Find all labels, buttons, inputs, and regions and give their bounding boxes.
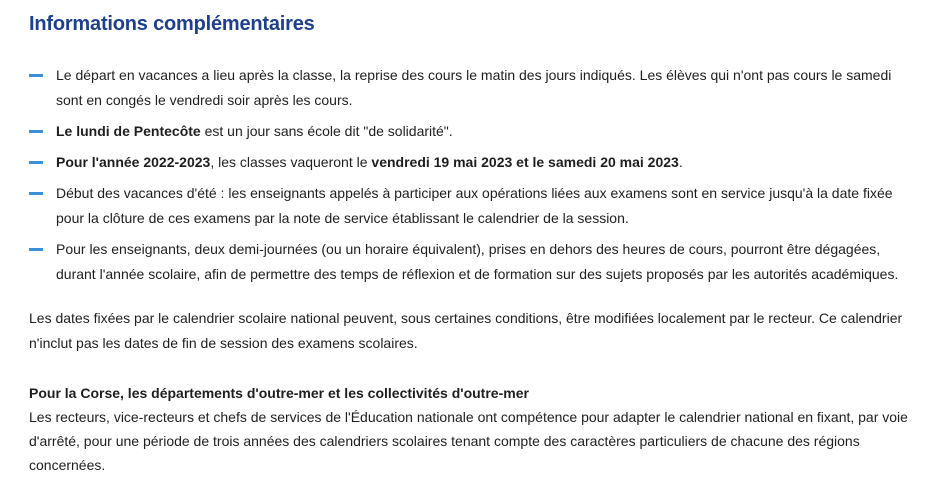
overseas-paragraph: Les recteurs, vice-recteurs et chefs de services de l'Éducation nationale ont compétence pour adapter le calendrier national en fixant, par voie d'arrêté, pour une période de trois années des calendriers scolaires tenant compte des caractères particuliers de chacune des régions concernées. [29,409,908,473]
section-title: Informations complémentaires [29,13,315,35]
list-item [29,237,909,287]
dash-bullet-icon [29,192,43,195]
list-item-bold-text: Le lundi de Pentecôte [56,123,201,139]
info-list [29,63,909,287]
list-item [29,150,909,175]
list-item [29,63,909,113]
dash-bullet-icon [29,74,43,77]
list-item-text: Pour les enseignants, deux demi-journées (ou un horaire équivalent), prises en dehors des heures de cours, pourront être dégagées, durant l'année scolaire, afin de permettre des temps de réflexion et de formation sur des sujets proposés par les autorités académiques. [56,241,899,282]
content-section [29,0,909,477]
dash-bullet-icon [29,248,43,251]
dash-bullet-icon [29,161,43,164]
list-item-text: Le départ en vacances a lieu après la classe, la reprise des cours le matin des jours indiqués. Les élèves qui n'ont pas cours le samedi sont en congés le vendredi soir après les cours. [56,67,892,108]
list-item-text: . [678,154,683,170]
calendar-note-paragraph: Les dates fixées par le calendrier scolaire national peuvent, sous certaines conditions, être modifiées localement par le recteur. Ce calendrier n'inclut pas les dates de fin de session des examens scolaires. [29,310,903,351]
list-item-bold-text: Pour l'année 2022-2023 [56,154,211,170]
list-item-bold-text: vendredi 19 mai 2023 et le samedi 20 mai 2023 [371,154,679,170]
list-item-text: est un jour sans école dit "de solidarité". [200,123,453,139]
list-item [29,181,909,231]
overseas-subheading: Pour la Corse, les départements d'outre-mer et les collectivités d'outre-mer [29,385,529,401]
dash-bullet-icon [29,130,43,133]
list-item [29,119,909,144]
list-item-text: , les classes vaqueront le [210,154,372,170]
list-item-text: Début des vacances d'été : les enseignants appelés à participer aux opérations liées aux examens sont en service jusqu'à la date fixée pour la clôture de ces examens par la note de service établissant le calendrier de la session. [56,185,893,226]
